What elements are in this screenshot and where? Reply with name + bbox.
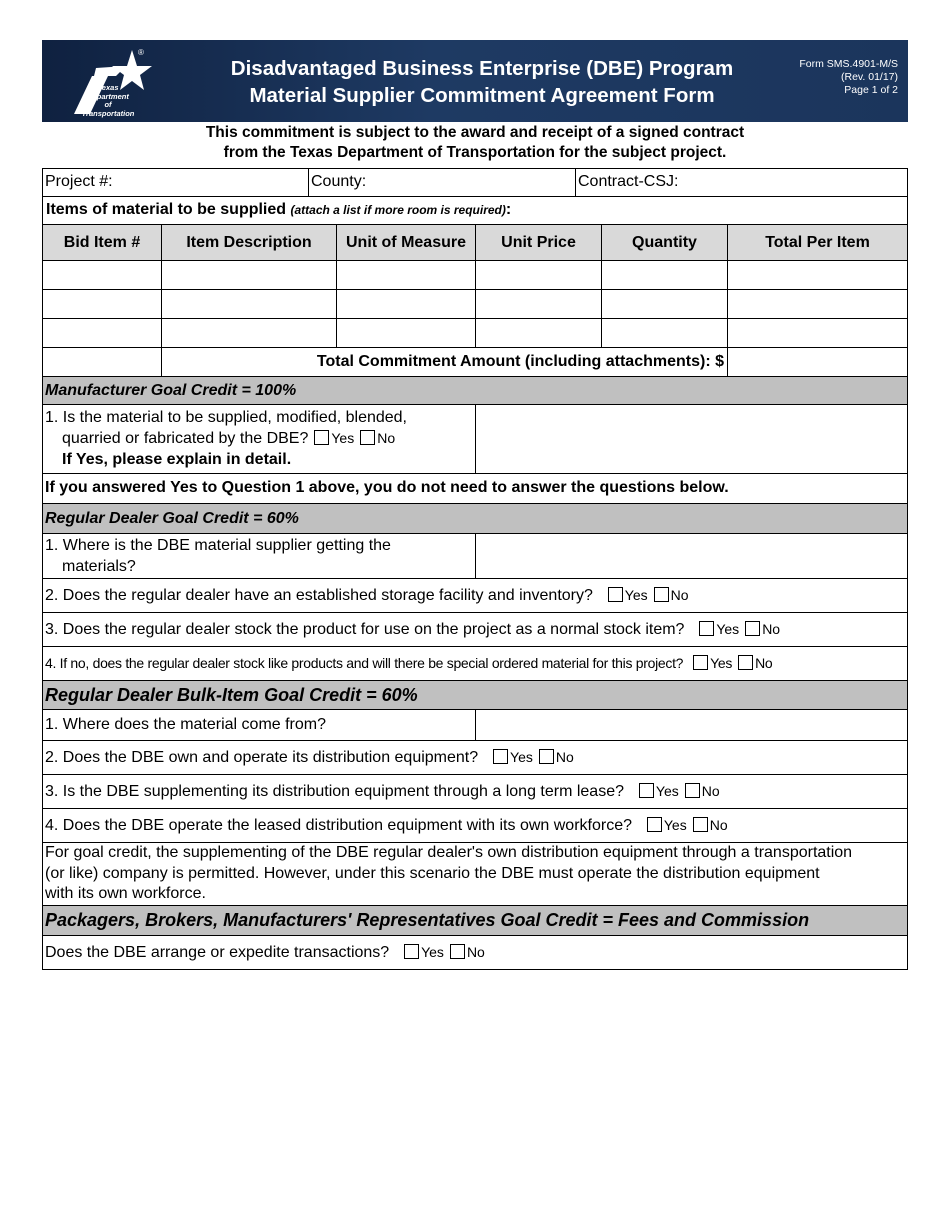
header-banner — [42, 40, 908, 122]
quantity-cell[interactable] — [601, 290, 727, 318]
regular-dealer-q1-line-2: materials? — [62, 558, 136, 575]
commitment-notice — [42, 123, 908, 163]
bulk-q1-row — [42, 710, 908, 741]
manufacturer-q1-line-2-wrap — [45, 428, 475, 449]
no-checkbox[interactable] — [745, 621, 760, 636]
item-row — [42, 290, 908, 319]
manufacturer-q1-row — [42, 405, 908, 474]
item-row — [42, 319, 908, 348]
col-unit-of-measure: Unit of Measure — [336, 225, 475, 260]
regular-dealer-q3-row — [42, 613, 908, 647]
yes-label: Yes — [716, 621, 740, 637]
bulk-note-line-1: For goal credit, the supplementing of the DBE regular dealer's own distribution equipment through a transportation — [45, 844, 853, 861]
bulk-q3-row — [42, 775, 908, 809]
regular-dealer-section-header — [42, 504, 908, 534]
regular-dealer-q3-text: 3. Does the regular dealer stock the product for use on the project as a normal stock item? — [45, 621, 685, 638]
yes-label: Yes — [655, 783, 679, 799]
regular-dealer-heading: Regular Dealer Goal Credit = 60% — [45, 510, 299, 527]
regular-dealer-q4-row — [42, 647, 908, 681]
items-heading-row — [42, 197, 908, 225]
col-total-per-item: Total Per Item — [727, 225, 907, 260]
col-bid-item: Bid Item # — [43, 225, 161, 260]
title-line-1: Disadvantaged Business Enterprise (DBE) Program — [230, 57, 734, 80]
items-heading — [46, 197, 511, 224]
bid-item-cell[interactable] — [43, 319, 161, 347]
bulk-q4-row — [42, 809, 908, 843]
regular-dealer-q1-line-1: 1. Where is the DBE material supplier getting the — [45, 537, 391, 554]
no-label: No — [466, 944, 485, 960]
total-commitment-amount[interactable] — [727, 348, 907, 376]
page-indicator: Page 1 of 2 — [844, 84, 898, 96]
yes-label: Yes — [624, 587, 648, 603]
yes-checkbox[interactable] — [314, 430, 329, 445]
bulk-q2-text: 2. Does the DBE own and operate its distribution equipment? — [45, 749, 479, 766]
no-checkbox[interactable] — [539, 749, 554, 764]
yes-label: Yes — [331, 430, 355, 446]
skip-note: If you answered Yes to Question 1 above, you do not need to answer the questions below. — [45, 479, 729, 496]
item-description-cell[interactable] — [161, 261, 336, 289]
form-number: Form SMS.4901-M/S — [799, 58, 898, 70]
regular-dealer-q4 — [43, 647, 772, 680]
yes-label: Yes — [663, 817, 687, 833]
yes-checkbox[interactable] — [493, 749, 508, 764]
form-revision: (Rev. 01/17) — [841, 71, 898, 83]
no-label: No — [377, 430, 396, 446]
unit-price-cell[interactable] — [475, 319, 601, 347]
packagers-q1 — [43, 936, 485, 969]
bulk-q2 — [43, 741, 574, 774]
quantity-cell[interactable] — [601, 261, 727, 289]
form-number-block — [799, 58, 898, 97]
bulk-item-section-header — [42, 681, 908, 710]
unit-of-measure-cell[interactable] — [336, 261, 475, 289]
project-number-field[interactable] — [43, 169, 308, 196]
yes-checkbox[interactable] — [693, 655, 708, 670]
yes-label: Yes — [510, 749, 533, 765]
bid-item-cell[interactable] — [43, 290, 161, 318]
unit-of-measure-cell[interactable] — [336, 290, 475, 318]
form-title — [182, 55, 782, 109]
material-origin-field[interactable] — [475, 710, 907, 740]
bulk-q4-text: 4. Does the DBE operate the leased distribution equipment with its own workforce? — [45, 817, 632, 834]
bulk-note-line-3: with its own workforce. — [45, 885, 206, 902]
no-checkbox[interactable] — [360, 430, 375, 445]
no-checkbox[interactable] — [693, 817, 708, 832]
item-description-cell[interactable] — [161, 290, 336, 318]
total-commitment-label: Total Commitment Amount (including attachments): $ — [161, 348, 727, 376]
bulk-note — [43, 843, 907, 905]
no-label: No — [555, 749, 574, 765]
col-quantity: Quantity — [601, 225, 727, 260]
regular-dealer-q1 — [43, 534, 475, 578]
packagers-heading: Packagers, Brokers, Manufacturers' Representatives Goal Credit = Fees and Commission — [45, 910, 810, 930]
unit-price-cell[interactable] — [475, 261, 601, 289]
total-per-item-cell[interactable] — [727, 290, 907, 318]
manufacturer-q1-line-1: 1. Is the material to be supplied, modified, blended, — [45, 409, 407, 426]
yes-checkbox[interactable] — [404, 944, 419, 959]
manufacturer-q1-line-2: quarried or fabricated by the DBE? — [62, 430, 309, 447]
county-label: County: — [311, 173, 367, 190]
logo-caption — [78, 84, 138, 118]
project-row — [42, 169, 908, 197]
items-column-header-row — [42, 225, 908, 261]
quantity-cell[interactable] — [601, 319, 727, 347]
item-row — [42, 261, 908, 290]
no-label: No — [701, 783, 720, 799]
notice-line-2: from the Texas Department of Transportation for the subject project. — [223, 144, 727, 161]
no-checkbox[interactable] — [654, 587, 669, 602]
contract-csj-label: Contract-CSJ: — [578, 173, 679, 190]
col-unit-price: Unit Price — [475, 225, 601, 260]
yes-checkbox[interactable] — [639, 783, 654, 798]
unit-price-cell[interactable] — [475, 290, 601, 318]
logo-line-1: Texas — [97, 83, 119, 92]
notice-line-1: This commitment is subject to the award and receipt of a signed contract — [205, 124, 745, 141]
total-commitment-row — [42, 348, 908, 377]
regular-dealer-q4-text: 4. If no, does the regular dealer stock like products and will there be special ordered material for this project? — [45, 655, 684, 671]
item-description-cell[interactable] — [161, 319, 336, 347]
yes-label: Yes — [710, 655, 733, 671]
logo-line-3: of Transportation — [81, 100, 135, 118]
bulk-note-row — [42, 843, 908, 906]
items-heading-colon: : — [505, 201, 512, 218]
bulk-q4 — [43, 809, 728, 842]
unit-of-measure-cell[interactable] — [336, 319, 475, 347]
total-per-item-cell[interactable] — [727, 261, 907, 289]
yes-label: Yes — [421, 944, 444, 960]
registered-mark: ® — [138, 48, 144, 57]
bulk-q3-text: 3. Is the DBE supplementing its distribution equipment through a long term lease? — [45, 783, 624, 800]
bulk-q3 — [43, 775, 720, 808]
bid-item-cell[interactable] — [43, 261, 161, 289]
form-grid — [42, 168, 908, 970]
col-item-description: Item Description — [161, 225, 336, 260]
no-label: No — [709, 817, 728, 833]
supplier-source-field[interactable] — [475, 534, 907, 578]
bulk-note-line-2: (or like) company is permitted. However, under this scenario the DBE must operate the distribution equipment — [45, 864, 820, 882]
yes-checkbox[interactable] — [608, 587, 623, 602]
manufacturer-q1-line-3: If Yes, please explain in detail. — [62, 451, 292, 468]
bulk-q1: 1. Where does the material come from? — [45, 716, 327, 733]
items-heading-text: Items of material to be supplied — [46, 201, 287, 218]
yes-checkbox[interactable] — [699, 621, 714, 636]
regular-dealer-q2 — [43, 579, 689, 612]
manufacturer-section-header — [42, 377, 908, 405]
county-field[interactable] — [308, 169, 575, 196]
packagers-q1-row — [42, 936, 908, 970]
no-label: No — [762, 621, 781, 637]
packagers-q1-text: Does the DBE arrange or expedite transactions? — [45, 944, 390, 961]
logo-line-2: Department — [87, 91, 129, 101]
skip-note-row — [42, 474, 908, 504]
manufacturer-q1 — [43, 405, 475, 473]
total-per-item-cell[interactable] — [727, 319, 907, 347]
no-checkbox[interactable] — [685, 783, 700, 798]
regular-dealer-q2-text: 2. Does the regular dealer have an established storage facility and inventory? — [45, 587, 593, 604]
manufacturer-explanation-field[interactable] — [475, 405, 907, 473]
no-checkbox[interactable] — [738, 655, 753, 670]
title-line-2: Material Supplier Commitment Agreement Form — [249, 84, 715, 107]
contract-csj-field[interactable] — [575, 169, 907, 196]
yes-checkbox[interactable] — [647, 817, 662, 832]
items-heading-note: (attach a list if more room is required) — [290, 203, 506, 217]
regular-dealer-q3 — [43, 613, 780, 646]
regular-dealer-q1-row — [42, 534, 908, 579]
no-checkbox[interactable] — [450, 944, 465, 959]
bulk-item-heading: Regular Dealer Bulk-Item Goal Credit = 60% — [45, 685, 418, 705]
project-number-label: Project #: — [45, 173, 113, 190]
regular-dealer-q2-row — [42, 579, 908, 613]
manufacturer-heading: Manufacturer Goal Credit = 100% — [45, 382, 297, 399]
bulk-q2-row — [42, 741, 908, 775]
packagers-section-header — [42, 906, 908, 936]
no-label: No — [670, 587, 689, 603]
no-label: No — [755, 655, 773, 671]
